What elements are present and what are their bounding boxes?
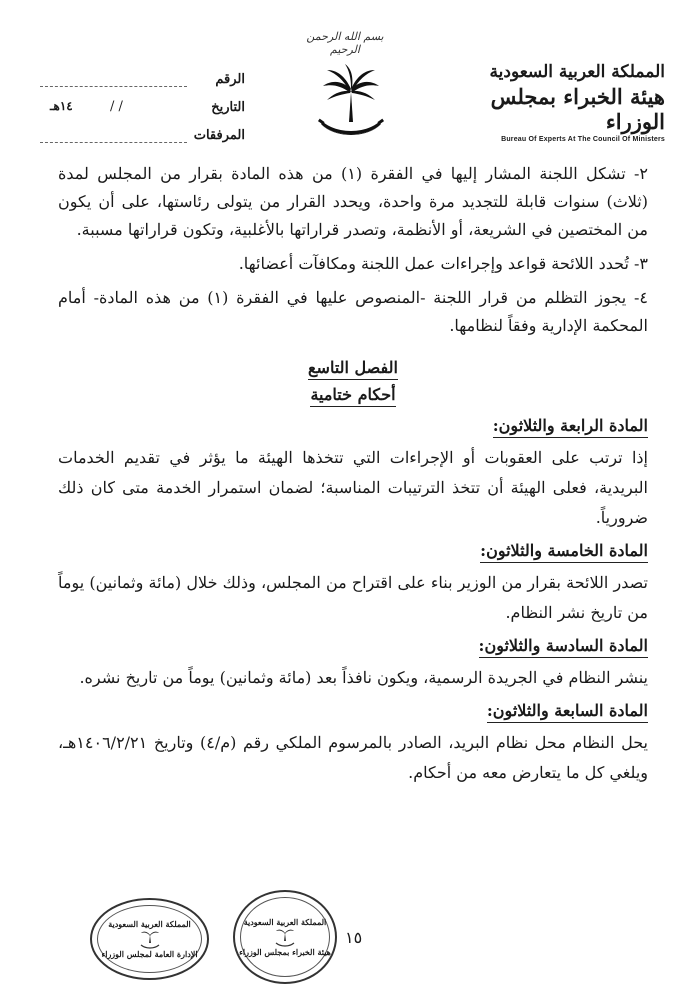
ref-label: الرقم	[215, 72, 245, 87]
kingdom-name: المملكة العربية السعودية	[489, 62, 665, 82]
page-number: ١٥	[345, 928, 363, 947]
article-34-text: إذا ترتب على العقوبات أو الإجراءات التي تتخذها الهيئة ما يؤثر في تقديم الخدمات البريدية، فعلى الهيئة أن تتخذ الترتيبات المناسبة؛ لضمان استمرار الخدمة متى كان ذلك ضرورياً.	[58, 448, 648, 527]
ref-line	[40, 86, 187, 87]
bureau-name-arabic: هيئة الخبراء بمجلس الوزراء	[490, 84, 665, 134]
stamp-emblem-icon	[274, 927, 296, 947]
article-heading-text: المادة السابعة والثلاثون:	[487, 701, 648, 723]
stamp-emblem-icon	[139, 929, 161, 949]
chapter-subtitle-text: أحكام ختامية	[310, 385, 395, 407]
date-value: ١٤هـ	[50, 99, 73, 113]
official-stamp-council	[90, 898, 209, 980]
basmala-calligraphy: بسم الله الرحمن الرحيم	[306, 30, 384, 56]
article-37-text: يحل النظام محل نظام البريد، الصادر بالمرسوم الملكي رقم (م/٤) وتاريخ ١٤٠٦/٢/٢١هـ، ويلغي كل ما يتعارض معه من أحكام.	[58, 733, 648, 782]
article-heading-text: المادة الخامسة والثلاثون:	[480, 541, 648, 563]
date-row	[40, 100, 245, 128]
article-heading-text: المادة السادسة والثلاثون:	[479, 636, 648, 658]
attachments-label: المرفقات	[193, 128, 245, 143]
paragraph-2: ٢- تشكل اللجنة المشار إليها في الفقرة (١) من هذه المادة بقرار من المجلس لمدة (ثلاث) سنوات قابلة للتجديد مرة واحدة، ويحدد القرار من يتولى رئاستها، على أن يكون من المختصين في الشريعة، أو الأنظمة، وتصدر قراراتها بالأغلبية، وتكون قراراتها مسببة.	[58, 164, 649, 239]
attachments-row	[40, 128, 245, 156]
document-body	[58, 160, 648, 792]
bureau-name-english: Bureau Of Experts At The Council Of Ministers	[501, 136, 665, 143]
stamp-text-bottom: الإدارة العامة لمجلس الوزراء	[101, 949, 198, 959]
article-36-heading	[58, 636, 648, 655]
chapter-title-text: الفصل التاسع	[308, 358, 398, 380]
letter-meta-fields	[40, 72, 245, 156]
date-slashes: / /	[110, 99, 123, 114]
article-35-text: تصدر اللائحة بقرار من الوزير بناء على اقتراح من المجلس، وذلك خلال (مائة وثمانين) يوماً من تاريخ نشر النظام.	[58, 573, 648, 622]
official-stamp-bureau	[233, 890, 337, 984]
paragraph-4: ٤- يجوز التظلم من قرار اللجنة -المنصوص عليها في الفقرة (١) من هذه المادة- أمام المحكمة الإدارية وفقاً لنظامها.	[58, 288, 648, 335]
ref-row	[40, 72, 245, 100]
chapter-title	[58, 358, 648, 377]
article-35-heading	[58, 541, 648, 560]
organization-header	[460, 62, 665, 143]
saudi-emblem-icon	[315, 62, 387, 144]
stamp-text-top: المملكة العربية السعودية	[108, 919, 191, 929]
chapter-subtitle	[58, 385, 648, 404]
article-37-heading	[58, 701, 648, 720]
article-heading-text: المادة الرابعة والثلاثون:	[493, 416, 648, 438]
date-label: التاريخ	[211, 100, 245, 115]
article-34-heading	[58, 416, 648, 435]
article-36-text: ينشر النظام في الجريدة الرسمية، ويكون نافذاً بعد (مائة وثمانين) يوماً من تاريخ نشره.	[79, 668, 648, 687]
paragraph-3: ٣- تُحدد اللائحة قواعد وإجراءات عمل اللجنة ومكافآت أعضائها.	[238, 254, 648, 273]
attachments-line	[40, 142, 187, 143]
stamp-text-bottom: هيئة الخبراء بمجلس الوزراء	[239, 947, 331, 957]
stamp-text-top: المملكة العربية السعودية	[243, 917, 327, 927]
